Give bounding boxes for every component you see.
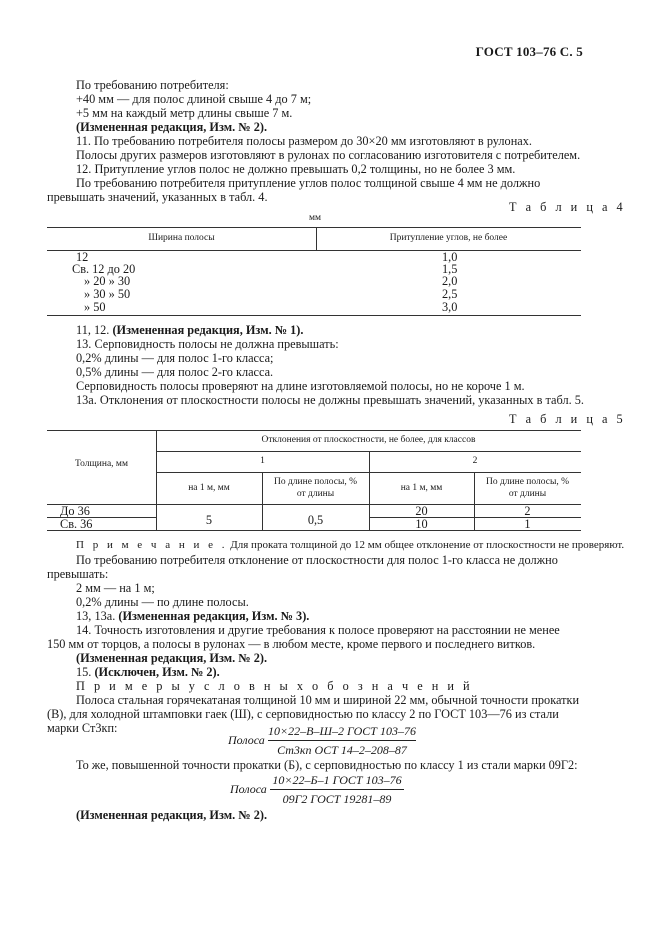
table-cell: 1,5 <box>442 262 458 276</box>
column-header: По длине полосы, % <box>273 477 358 487</box>
table-cell: 2 <box>524 504 531 518</box>
table-cell: » 50 <box>84 300 106 314</box>
table-rule <box>47 530 581 531</box>
paragraph: По требованию потребителя отклонение от плоскостности для полос 1-го класса не должно <box>76 553 558 567</box>
column-header: на 1 м, мм <box>400 483 443 493</box>
clause-ref: 15. <box>76 665 92 679</box>
paragraph: превышать значений, указанных в табл. 4. <box>47 190 268 204</box>
table-cell: 0,5 <box>307 513 324 527</box>
amendment-note: (Измененная редакция, Изм. № 2). <box>76 120 268 134</box>
column-header: Толщина, мм <box>75 459 128 469</box>
table-rule <box>156 472 581 473</box>
table-cell: » 30 » 50 <box>84 287 131 301</box>
column-header: на 1 м, мм <box>188 483 230 493</box>
paragraph: +5 мм на каждый метр длины свыше 7 м. <box>76 106 293 120</box>
paragraph: (В), для холодной штамповки гаек (Ш), с серповидностью по классу 2 по ГОСТ 103—76 из стали <box>47 707 559 721</box>
table-caption: Т а б л и ц а 4 <box>509 200 626 214</box>
class-header: 2 <box>472 456 478 466</box>
paragraph: 2 мм — на 1 м; <box>76 581 155 595</box>
table-cell: До 36 <box>60 504 90 518</box>
table-cell: Св. 36 <box>60 517 93 531</box>
note <box>76 538 624 552</box>
paragraph <box>76 323 303 337</box>
table-cell: 10 <box>415 517 428 531</box>
fraction-bar <box>270 789 404 790</box>
paragraph: +40 мм — для полос длиной свыше 4 до 7 м; <box>76 92 312 106</box>
formula-numerator: 10×22–В–Ш–2 ГОСТ 103–76 <box>268 724 416 738</box>
paragraph: 0,5% длины — для полос 2-го класса. <box>76 365 274 379</box>
formula-numerator: 10×22–Б–1 ГОСТ 103–76 <box>272 773 402 787</box>
table-caption: Т а б л и ц а 5 <box>509 412 626 426</box>
class-header: 1 <box>260 456 265 466</box>
note-text: Для проката толщиной до 12 мм общее отклонение от плоскостности не проверяют. <box>230 539 625 551</box>
paragraph: 14. Точность изготовления и другие требования к полосе проверяют на расстоянии не менее <box>76 623 560 637</box>
column-header: от длины <box>296 489 335 499</box>
table-cell: Св. 12 до 20 <box>72 262 136 276</box>
designation-label: Полоса <box>228 733 265 747</box>
table-cell: » 20 » 30 <box>84 274 131 288</box>
table-rule <box>47 227 581 228</box>
paragraph: 12. Притупление углов полос не должно превышать 0,2 толщины, но не более 3 мм. <box>76 162 516 176</box>
paragraph: По требованию потребителя притупление углов полос толщиной свыше 4 мм не должно <box>76 176 541 190</box>
table-cell: 20 <box>415 504 428 518</box>
fraction-bar <box>268 740 416 741</box>
amendment-note: (Измененная редакция, Изм. № 2). <box>76 651 268 665</box>
paragraph: 13. Серповидность полосы не должна превышать: <box>76 337 339 351</box>
table-unit: мм <box>309 213 322 223</box>
paragraph: 150 мм от торцов, а полосы в рулонах — в любом месте, кроме первого и последнего витков. <box>47 637 536 651</box>
amendment-note: (Исключен, Изм. № 2). <box>94 665 220 679</box>
formula-denominator: Ст3кп ОСТ 14–2–208–87 <box>277 743 407 757</box>
paragraph: превышать: <box>47 567 109 581</box>
note-label: П р и м е ч а н и е . <box>76 539 228 551</box>
table-rule <box>47 315 581 316</box>
column-group-header: Отклонения от плоскостности, не более, для классов <box>261 435 476 445</box>
table-rule <box>47 250 581 251</box>
table-cell: 12 <box>76 250 89 264</box>
table-cell: 1 <box>524 517 531 531</box>
table-cell: 2,5 <box>442 287 458 301</box>
paragraph <box>76 609 309 623</box>
paragraph: 13а. Отклонения от плоскостности полосы не должны превышать значений, указанных в табл. 5. <box>76 393 584 407</box>
paragraph: 11. По требованию потребителя полосы размером до 30×20 мм изготовляют в рулонах. <box>76 134 532 148</box>
clause-ref: 11, 12. <box>76 323 110 337</box>
page-header: ГОСТ 103–76 С. 5 <box>475 44 583 59</box>
table-rule <box>47 430 581 431</box>
table-cell: 5 <box>205 513 213 527</box>
column-header: от длины <box>508 489 547 499</box>
amendment-note: (Измененная редакция, Изм. № 2). <box>76 808 268 822</box>
section-heading: П р и м е р ы у с л о в н ы х о б о з н а ч е н и й <box>76 679 473 693</box>
paragraph: По требованию потребителя: <box>76 78 229 92</box>
paragraph: 0,2% длины — по длине полосы. <box>76 595 249 609</box>
column-header: Притупление углов, не более <box>389 233 508 243</box>
designation-formula <box>268 724 416 757</box>
designation-label: Полоса <box>230 782 267 796</box>
column-header: По длине полосы, % <box>485 477 570 487</box>
paragraph: марки Ст3кп: <box>47 721 118 735</box>
table-cell: 1,0 <box>442 250 458 264</box>
designation-formula <box>270 773 404 806</box>
amendment-note: (Измененная редакция, Изм. № 3). <box>118 609 310 623</box>
table-cell: 2,0 <box>442 274 458 288</box>
paragraph: Полоса стальная горячекатаная толщиной 10 мм и шириной 22 мм, обычной точности прокатки <box>76 693 580 707</box>
formula-denominator: 09Г2 ГОСТ 19281–89 <box>282 792 392 806</box>
paragraph: Полосы других размеров изготовляют в рулонах по согласованию изготовителя с потребителем. <box>76 148 581 162</box>
paragraph: То же, повышенной точности прокатки (Б), с серповидностью по классу 1 из стали марки 09Г2: <box>76 758 578 772</box>
paragraph: 0,2% длины — для полос 1-го класса; <box>76 351 274 365</box>
paragraph <box>76 665 220 679</box>
paragraph: Серповидность полосы проверяют на длине изготовляемой полосы, но не короче 1 м. <box>76 379 525 393</box>
column-header: Ширина полосы <box>148 233 215 243</box>
clause-ref: 13, 13а. <box>76 609 116 623</box>
amendment-note: (Измененная редакция, Изм. № 1). <box>112 323 304 337</box>
table-cell: 3,0 <box>442 300 458 314</box>
